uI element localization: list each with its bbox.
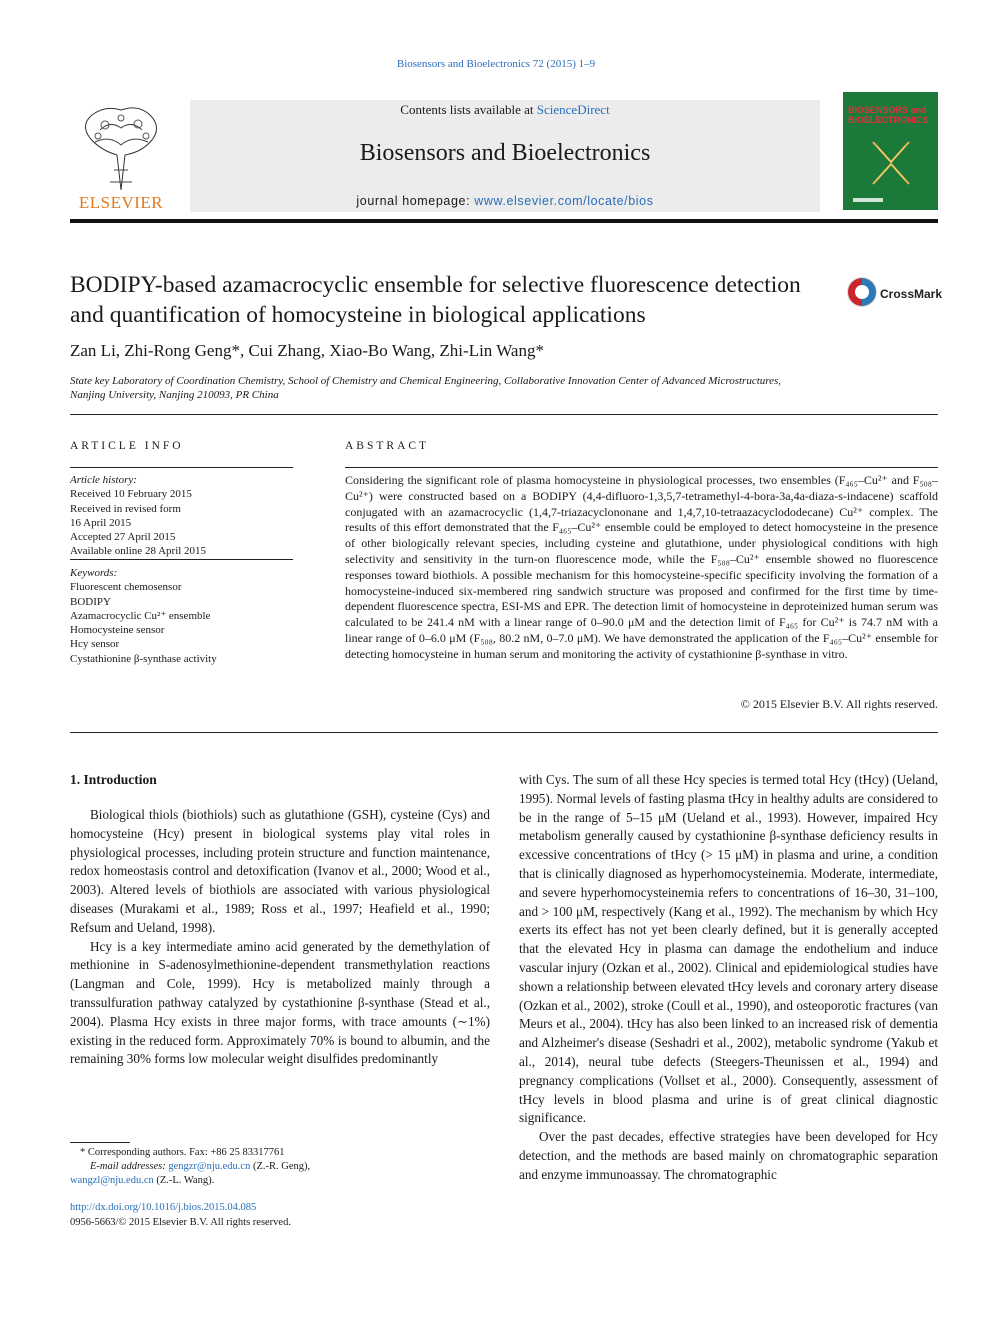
homepage-prefix: journal homepage: [356, 194, 475, 208]
history-label: Article history: [70, 474, 137, 486]
section-heading-introduction: 1. Introduction [70, 772, 157, 787]
paragraph: with Cys. The sum of all these Hcy species is termed total Hcy (tHcy) (Ueland, 1995). Normal levels of fasting plasma tHcy in healthy adults are considered to be in the range of 5–15 μM (Ueland et al., 1993). However, impaired Hcy metabolism generally caused by cystathionine β-synthase deficiency results in excessive concentrations of tHcy (> 15 μM) in plasma and urine, a condition that is clinically diagnosed as hyperhomocysteinemia. Moderate, intermediate, and severe hyperhomocysteinemia refers to concentrations of 16–30, 31–100, and > 100 μM, respectively (Kang et al., 1992). The mechanism by which Hcy exerts its effect has not yet been clearly defined, but it is generally accepted that the elevated Hcy in plasma can damage the endothelium and induce vascular injury (Ozkan et al., 2002). Clinical and epidemiological studies have shown a relationship between elevated tHcy levels and coronary artery disease (Ozkan et al., 2002), stroke (Coull et al., 1990), and osteoporotic fractures (van Meurs et al., 2004). tHcy has also been linked to an increased risk of dementia and Alzheimer's disease (Seshadri et al., 2002), metabolic syndrome (Yakub et al., 2014), neural tube defects (Steegers-Theunissen et al., 1994) and pregnancy complications (Vollset et al., 2000). Consequently, assessment of tHcy levels in blood plasma and urine is of great clinical diagnostic significance. [519, 772, 938, 1126]
issn-copyright: 0956-5663/© 2015 Elsevier B.V. All rights reserved. [70, 1217, 291, 1228]
journal-homepage [190, 194, 820, 208]
intro-left-column [70, 806, 490, 1069]
history-item: Accepted 27 April 2015 [70, 531, 176, 544]
email-note-2 [70, 1174, 490, 1188]
email-note [70, 1160, 510, 1174]
intro-right-column [519, 771, 938, 1185]
crossmark-label[interactable]: CrossMark [880, 287, 943, 301]
abstract-text: Considering the significant role of plasma homocysteine in physiological processes, two ensembles (F₄₆₅–Cu²⁺ and F₅₀₈–Cu²⁺) were constructed based on a BODIPY (4,4-difluoro-1,3,5,7-tetramethyl-4-bora-3a,4a-diaza-s-indacene) scaffold conjugated with an azamacrocyclic (1,4,7-triazacyclononane and 1,4,7,10-tetraazacyclododecane) Cu²⁺ complex. The results of this effort demonstrated that the F₄₆₅–Cu²⁺ ensemble could be employed to detect homocysteine in the presence of other biologically relevant species, including cysteine and glutathione, under physiological conditions with high selectivity and sensitivity in the turn-on fluorescence mode, while the F₅₀₈–Cu²⁺ ensemble showed no fluorescence responses toward biothiols. A possible mechanism for this homocysteine-specific specificity involving the formation of a homocysteine-induced six-membered ring sandwich structure was proposed and confirmed for the first time by time-dependent fluorescence spectra, ESI-MS and EPR. The detection limit of homocysteine in deproteinized human serum was calculated to be 241.4 nM with a linear range of 0–90.0 μM and the detection limit of F₄₆₅ for Cu²⁺ is 74.7 nM with a linear range of 0–6.0 μM (F₅₀₈, 80.2 nM, 0–7.0 μM). We have demonstrated the application of the F₄₆₅–Cu²⁺ ensemble for detecting homocysteine in human serum and monitoring the activity of cystathionine β-synthase in vitro. [345, 473, 938, 661]
keyword-item: BODIPY [70, 595, 111, 608]
keyword-item: Cystathionine β-synthase activity [70, 652, 217, 665]
affiliation: State key Laboratory of Coordination Chemistry, School of Chemistry and Chemical Engineering, Collaborative Innovation Center of Advanced Microstructures, Nanjing University, Nanjing 210093, PR China [70, 375, 782, 401]
contents-line [190, 102, 820, 118]
paragraph: Biological thiols (biothiols) such as glutathione (GSH), cysteine (Cys) and homocysteine (Hcy) present in biological systems play vital roles in physiological processes, including protein structure and function maintenance, redox homeostasis control and detoxification (Ivanov et al., 2000; Wood et al., 2003). Altered levels of biothiols are associated with various physiological diseases (Murakami et al., 1989; Ross et al., 1997; Heafield et al., 1990; Refsum and Ueland, 1998). [70, 807, 490, 935]
doi-link[interactable]: http://dx.doi.org/10.1016/j.bios.2015.04.085 [70, 1202, 257, 1213]
author-list: Zan Li, Zhi-Rong Geng*, Cui Zhang, Xiao-Bo Wang, Zhi-Lin Wang* [70, 341, 544, 360]
email-label: E-mail addresses: [90, 1161, 169, 1172]
keyword-item: Homocysteine sensor [70, 624, 165, 637]
article-info-heading: ARTICLE INFO [70, 440, 184, 452]
affiliation-divider [70, 414, 938, 415]
contents-prefix: Contents lists available at [400, 102, 537, 117]
homepage-link[interactable]: www.elsevier.com/locate/bios [474, 194, 654, 208]
keyword-item: Hcy sensor [70, 638, 120, 651]
crossmark-icon[interactable] [845, 275, 879, 314]
header-divider [70, 219, 938, 223]
corresponding-author-note: * Corresponding authors. Fax: +86 25 83317761 [80, 1147, 285, 1158]
history-item: 16 April 2015 [70, 516, 132, 529]
abstract-divider [70, 732, 938, 733]
abstract-copyright: © 2015 Elsevier B.V. All rights reserved. [740, 697, 938, 711]
abstract-heading: ABSTRACT [345, 440, 430, 452]
keyword-item: Azamacrocyclic Cu²⁺ ensemble [70, 609, 211, 622]
abstract-rule [345, 467, 938, 468]
history-rule [70, 559, 293, 560]
paragraph: Over the past decades, effective strategies have been developed for Hcy detection, and the methods are based mainly on chromatographic separation and enzyme immunoassay. The chromatographic [519, 1129, 938, 1182]
article-history [70, 473, 295, 559]
keywords-label: Keywords: [70, 567, 118, 579]
email-owner: (Z.-R. Geng), [250, 1161, 311, 1172]
article-info-rule [70, 467, 293, 468]
elsevier-wordmark: ELSEVIER [78, 193, 164, 212]
email-link-geng[interactable]: gengzr@nju.edu.cn [168, 1161, 251, 1172]
elsevier-tree-icon [70, 100, 172, 192]
keyword-item: Fluorescent chemosensor [70, 581, 182, 594]
history-item: Available online 28 April 2015 [70, 545, 207, 558]
cover-title: BIOSENSORS and BIOELECTRONICS [848, 105, 929, 125]
email-owner: (Z.-L. Wang). [153, 1175, 215, 1186]
history-item: Received in revised form [70, 502, 181, 515]
history-item: Received 10 February 2015 [70, 488, 192, 501]
article-title: BODIPY-based azamacrocyclic ensemble for selective fluorescence detection and quantification of homocysteine in biological applications [70, 272, 801, 328]
keywords [70, 566, 295, 666]
sciencedirect-link[interactable]: ScienceDirect [536, 102, 610, 117]
journal-citation-line[interactable]: Biosensors and Bioelectronics 72 (2015) 1–9 [396, 58, 596, 70]
email-link-wang[interactable]: wangzl@nju.edu.cn [70, 1175, 154, 1186]
paragraph: Hcy is a key intermediate amino acid generated by the demethylation of methionine in S-adenosylmethionine-dependent transmethylation reactions (Langman and Cole, 1999). Hcy is metabolized mainly through a transsulfuration pathway catalyzed by cystathionine β-synthase (Stead et al., 2004). Plasma Hcy exists in three major forms, with trace amounts (∼1%) existing in the reduced form. Approximately 70% is bound to albumin, and the remaining 30% forms low molecular weight disulfides predominantly [70, 938, 490, 1067]
footnote-rule [70, 1142, 130, 1143]
journal-title: Biosensors and Bioelectronics [359, 140, 651, 166]
